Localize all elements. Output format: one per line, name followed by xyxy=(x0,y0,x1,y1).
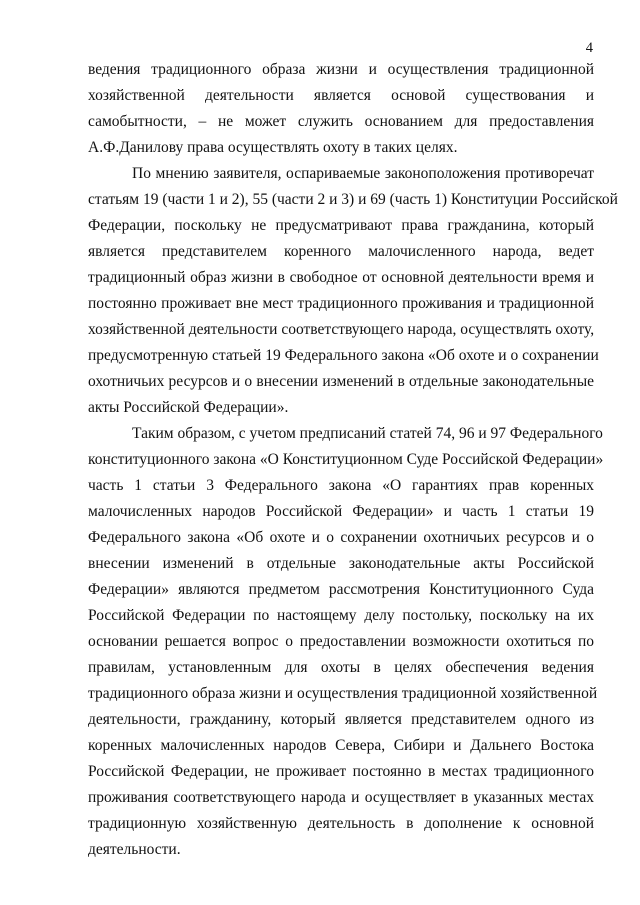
text-line: ведения традиционного образа жизни и осуществления традиционной xyxy=(88,61,594,78)
text-line: предусмотренную статьей 19 Федерального закона «Об охоте и о сохранении xyxy=(88,347,599,364)
text-line: хозяйственной деятельности является основой существования и xyxy=(88,87,594,104)
text-line: По мнению заявителя, оспариваемые законоположения противоречат xyxy=(132,165,594,182)
text-line: основании решается вопрос о предоставлении возможности охотиться по xyxy=(88,633,594,650)
text-line: охотничьих ресурсов и о внесении изменений в отдельные законодательные xyxy=(88,373,594,390)
text-line: акты Российской Федерации». xyxy=(88,399,289,416)
text-line: хозяйственной деятельности соответствующего народа, осуществлять охоту, xyxy=(88,321,595,338)
page-number: 4 xyxy=(585,40,593,56)
text-line: малочисленных народов Российской Федерации» и часть 1 статьи 19 xyxy=(88,503,594,520)
text-line: часть 1 статьи 3 Федерального закона «О гарантиях прав коренных xyxy=(88,477,594,494)
document-body xyxy=(88,57,618,863)
text-line: Российской Федерации по настоящему делу постольку, поскольку на их xyxy=(88,607,594,624)
text-line: постоянно проживает вне мест традиционного проживания и традиционной xyxy=(88,295,594,312)
text-line: Федерации, поскольку не предусматривают права гражданина, который xyxy=(88,217,594,234)
text-line: внесении изменений в отдельные законодательные акты Российской xyxy=(88,555,594,572)
paragraph xyxy=(88,57,594,161)
text-line: статьям 19 (части 1 и 2), 55 (части 2 и 3) и 69 (часть 1) Конституции Российской xyxy=(88,191,618,208)
text-line: Таким образом, с учетом предписаний статей 74, 96 и 97 Федерального xyxy=(132,425,603,442)
text-line: деятельности. xyxy=(88,841,181,858)
text-line: А.Ф.Данилову права осуществлять охоту в таких целях. xyxy=(88,139,458,156)
text-line: традиционную хозяйственную деятельность в дополнение к основной xyxy=(88,815,594,832)
text-line: Федерального закона «Об охоте и о сохранении охотничьих ресурсов и о xyxy=(88,529,594,546)
text-line: правилам, установленным для охоты в целях обеспечения ведения xyxy=(88,659,594,676)
text-line: самобытности, – не может служить основанием для предоставления xyxy=(88,113,594,130)
text-line: деятельности, гражданину, который является представителем одного из xyxy=(88,711,594,728)
text-line: Федерации» являются предметом рассмотрения Конституционного Суда xyxy=(88,581,594,598)
text-line: Российской Федерации, не проживает постоянно в местах традиционного xyxy=(88,763,594,780)
text-line: традиционный образ жизни в свободное от основной деятельности время и xyxy=(88,269,594,286)
paragraph xyxy=(88,161,618,421)
text-line: традиционного образа жизни и осуществления традиционной хозяйственной xyxy=(88,685,598,702)
text-line: коренных малочисленных народов Севера, Сибири и Дальнего Востока xyxy=(88,737,594,754)
text-line: проживания соответствующего народа и осуществляет в указанных местах xyxy=(88,789,594,806)
paragraph xyxy=(88,421,604,863)
text-line: является представителем коренного малочисленного народа, ведет xyxy=(88,243,594,260)
text-line: конституционного закона «О Конституционном Суде Российской Федерации» xyxy=(88,451,604,468)
